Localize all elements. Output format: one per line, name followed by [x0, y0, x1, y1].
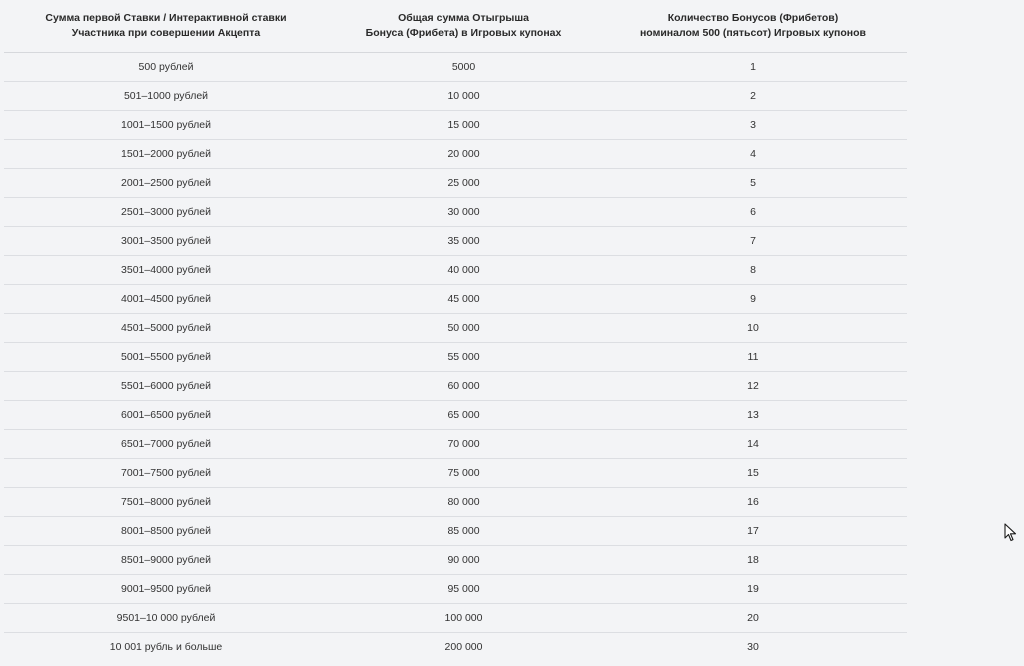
table-row — [4, 488, 907, 517]
table-row — [4, 430, 907, 459]
cell-wager-total: 5000 — [328, 53, 599, 82]
cell-first-bet-amount: 1001–1500 рублей — [4, 111, 328, 140]
cell-wager-total: 10 000 — [328, 82, 599, 111]
table-row — [4, 256, 907, 285]
table-header — [4, 0, 907, 53]
cell-wager-total: 40 000 — [328, 256, 599, 285]
table-row — [4, 140, 907, 169]
header-line: Сумма первой Ставки / Интерактивной ставки — [45, 12, 287, 24]
table-row — [4, 343, 907, 372]
cell-wager-total: 65 000 — [328, 401, 599, 430]
cell-wager-total: 45 000 — [328, 285, 599, 314]
cell-wager-total: 30 000 — [328, 198, 599, 227]
cell-wager-total: 25 000 — [328, 169, 599, 198]
cell-first-bet-amount: 5501–6000 рублей — [4, 372, 328, 401]
cell-wager-total: 55 000 — [328, 343, 599, 372]
cell-first-bet-amount: 5001–5500 рублей — [4, 343, 328, 372]
table-row — [4, 111, 907, 140]
table-row — [4, 227, 907, 256]
table-body — [4, 53, 907, 662]
table-row — [4, 459, 907, 488]
cell-first-bet-amount: 7501–8000 рублей — [4, 488, 328, 517]
cell-freebet-count: 12 — [599, 372, 907, 401]
cell-freebet-count: 17 — [599, 517, 907, 546]
cell-first-bet-amount: 9501–10 000 рублей — [4, 604, 328, 633]
cell-freebet-count: 8 — [599, 256, 907, 285]
table-row — [4, 372, 907, 401]
cell-freebet-count: 1 — [599, 53, 907, 82]
cell-first-bet-amount: 500 рублей — [4, 53, 328, 82]
cell-first-bet-amount: 6001–6500 рублей — [4, 401, 328, 430]
cell-wager-total: 90 000 — [328, 546, 599, 575]
cell-first-bet-amount: 501–1000 рублей — [4, 82, 328, 111]
cell-freebet-count: 6 — [599, 198, 907, 227]
header-row — [4, 0, 907, 53]
cell-freebet-count: 11 — [599, 343, 907, 372]
cell-first-bet-amount: 2501–3000 рублей — [4, 198, 328, 227]
cell-freebet-count: 20 — [599, 604, 907, 633]
table-row — [4, 169, 907, 198]
table-row — [4, 517, 907, 546]
header-line: Бонуса (Фрибета) в Игровых купонах — [365, 27, 562, 39]
cell-first-bet-amount: 10 001 рубль и больше — [109, 641, 223, 653]
cell-wager-total: 35 000 — [328, 227, 599, 256]
cell-freebet-count: 7 — [599, 227, 907, 256]
cell-freebet-count: 10 — [599, 314, 907, 343]
cell-wager-total: 95 000 — [328, 575, 599, 604]
cell-wager-total: 15 000 — [328, 111, 599, 140]
cell-freebet-count: 30 — [747, 641, 759, 653]
cell-wager-total: 100 000 — [328, 604, 599, 633]
cell-first-bet-amount: 2001–2500 рублей — [4, 169, 328, 198]
cell-wager-total: 20 000 — [328, 140, 599, 169]
cell-freebet-count: 2 — [599, 82, 907, 111]
cell-wager-total: 80 000 — [328, 488, 599, 517]
cell-freebet-count: 5 — [599, 169, 907, 198]
cell-first-bet-amount: 4001–4500 рублей — [4, 285, 328, 314]
cell-wager-total: 50 000 — [328, 314, 599, 343]
table-row — [4, 401, 907, 430]
table-row — [4, 285, 907, 314]
cell-wager-total: 200 000 — [444, 641, 483, 653]
header-freebet-count — [599, 0, 907, 53]
header-line: Участника при совершении Акцепта — [71, 27, 261, 39]
cell-freebet-count: 16 — [599, 488, 907, 517]
cell-first-bet-amount: 1501–2000 рублей — [4, 140, 328, 169]
table-row — [4, 546, 907, 575]
cell-first-bet-amount: 8501–9000 рублей — [4, 546, 328, 575]
cell-first-bet-amount: 3001–3500 рублей — [4, 227, 328, 256]
header-first-bet-amount — [4, 0, 328, 53]
cell-freebet-count: 4 — [599, 140, 907, 169]
cell-wager-total: 70 000 — [328, 430, 599, 459]
cell-first-bet-amount: 3501–4000 рублей — [4, 256, 328, 285]
cell-first-bet-amount: 8001–8500 рублей — [4, 517, 328, 546]
cell-freebet-count: 14 — [599, 430, 907, 459]
table-row — [4, 53, 907, 82]
cell-wager-total: 75 000 — [328, 459, 599, 488]
cell-freebet-count: 19 — [599, 575, 907, 604]
cell-freebet-count: 3 — [599, 111, 907, 140]
cell-freebet-count: 15 — [599, 459, 907, 488]
cell-first-bet-amount: 9001–9500 рублей — [4, 575, 328, 604]
cell-first-bet-amount: 4501–5000 рублей — [4, 314, 328, 343]
table-row — [4, 314, 907, 343]
cell-wager-total: 60 000 — [328, 372, 599, 401]
header-wager-total — [328, 0, 599, 53]
cell-first-bet-amount: 7001–7500 рублей — [4, 459, 328, 488]
table-row — [4, 633, 907, 662]
cell-freebet-count: 13 — [599, 401, 907, 430]
table-row — [4, 604, 907, 633]
mouse-pointer-icon — [1004, 523, 1018, 543]
cell-freebet-count: 18 — [599, 546, 907, 575]
header-line: номиналом 500 (пятьсот) Игровых купонов — [639, 27, 867, 39]
table-row — [4, 198, 907, 227]
cell-freebet-count: 9 — [599, 285, 907, 314]
table-row — [4, 575, 907, 604]
cell-wager-total: 85 000 — [328, 517, 599, 546]
cell-first-bet-amount: 6501–7000 рублей — [4, 430, 328, 459]
header-line: Количество Бонусов (Фрибетов) — [667, 12, 839, 24]
header-line: Общая сумма Отыгрыша — [398, 12, 529, 24]
table-row — [4, 82, 907, 111]
bonus-table — [4, 0, 907, 661]
